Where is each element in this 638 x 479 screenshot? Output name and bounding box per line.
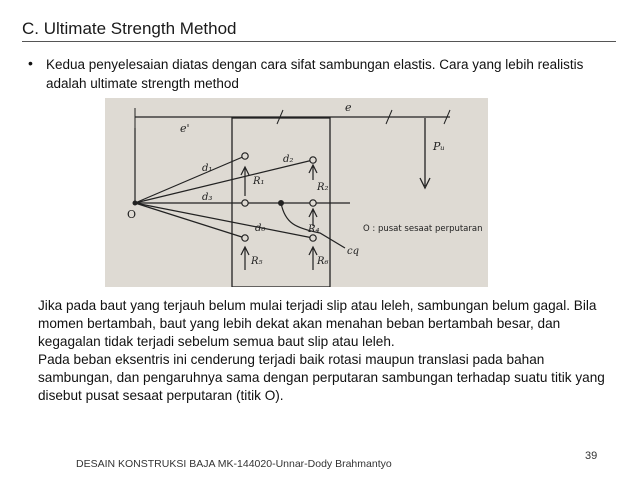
bullet-text: Kedua penyelesaian diatas dengan cara sifat sambungan elastis. Cara yang lebih realistis adalah ultimate strength method bbox=[46, 57, 584, 91]
body-text bbox=[38, 297, 613, 405]
label-r4: R₄ bbox=[308, 224, 320, 235]
label-d2: d₂ bbox=[283, 154, 294, 165]
label-e: e bbox=[345, 101, 352, 114]
legend-text: O : pusat sesaat perputaran bbox=[363, 224, 483, 234]
bolt-4 bbox=[310, 200, 316, 206]
bolt-5 bbox=[242, 235, 248, 241]
label-r6: R₆ bbox=[317, 256, 329, 267]
label-d1: d₁ bbox=[202, 163, 213, 174]
bolt-6 bbox=[310, 235, 316, 241]
label-r5: R₅ bbox=[251, 256, 263, 267]
connection-diagram bbox=[105, 98, 488, 287]
label-r1: R₁ bbox=[253, 176, 265, 187]
label-d3: d₃ bbox=[202, 192, 213, 203]
bolt-3 bbox=[242, 200, 248, 206]
bolt-2 bbox=[310, 157, 316, 163]
label-pu: Pᵤ bbox=[433, 140, 445, 153]
bolt-1 bbox=[242, 153, 248, 159]
label-d6: d₆ bbox=[255, 223, 266, 234]
footer: DESAIN KONSTRUKSI BAJA MK-144020-Unnar-Dody Brahmantyo bbox=[76, 458, 392, 470]
label-o: O bbox=[127, 208, 137, 221]
label-cq: cq bbox=[347, 246, 360, 257]
paragraph-2: Pada beban eksentris ini cenderung terjadi baik rotasi maupun translasi pada bahan sambungan, dan pengaruhnya sama dengan perputaran sambungan terhadap suatu titik yang disebut pusat sesaat perputaran (titik O). bbox=[38, 352, 605, 403]
page-number: 39 bbox=[585, 450, 598, 462]
label-r2: R₂ bbox=[317, 182, 329, 193]
title-divider bbox=[22, 41, 616, 42]
slide-title: C. Ultimate Strength Method bbox=[22, 19, 237, 38]
paragraph-1: Jika pada baut yang terjauh belum mulai terjadi slip atau leleh, sambungan belum gagal. Bila momen bertambah, baut yang lebih dekat akan menahan beban bertambah besar, dan kegagalan tidak terjadi sebelum semua baut slip atau leleh. bbox=[38, 298, 597, 349]
label-e-prime: e' bbox=[180, 122, 190, 135]
bullet-marker: • bbox=[28, 55, 33, 71]
